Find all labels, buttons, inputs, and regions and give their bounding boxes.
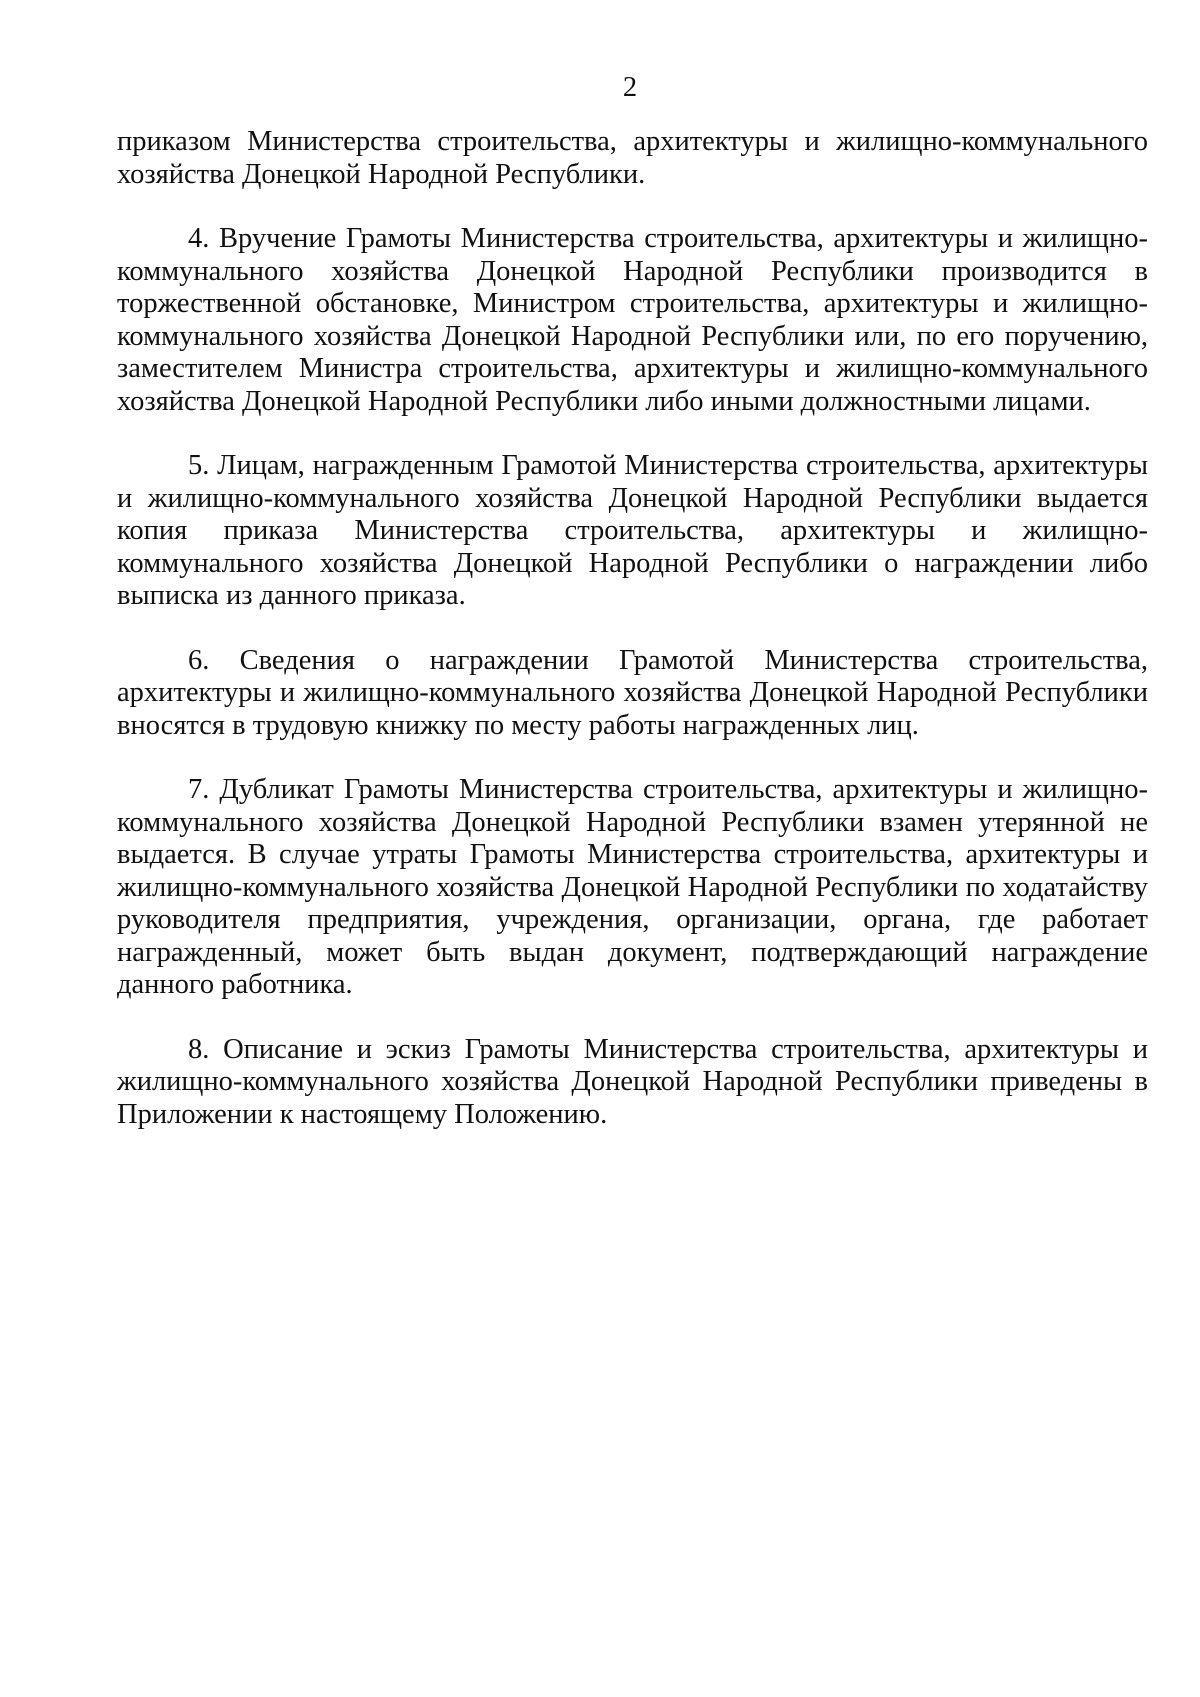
- paragraph-item-4: 4. Вручение Грамоты Министерства строительства, архитектуры и жилищно-коммунального хозяйства Донецкой Народной Республики производится в торжественной обстановке, Министром строительства, архитектуры и жилищно-коммунального хозяйства Донецкой Народной Республики или, по его поручению, заместителем Министра строительства, архитектуры и жилищно-коммунального хозяйства Донецкой Народной Республики либо иными должностными лицами.: [117, 223, 1148, 417]
- document-body: [117, 126, 1148, 1131]
- paragraph-item-6: 6. Сведения о награждении Грамотой Министерства строительства, архитектуры и жилищно-коммунального хозяйства Донецкой Народной Республики вносятся в трудовую книжку по месту работы награжденных лиц.: [117, 644, 1148, 741]
- paragraph-item-8: 8. Описание и эскиз Грамоты Министерства строительства, архитектуры и жилищно-коммунального хозяйства Донецкой Народной Республики приведены в Приложении к настоящему Положению.: [117, 1033, 1148, 1130]
- paragraph-item-5: 5. Лицам, награжденным Грамотой Министерства строительства, архитектуры и жилищно-коммунального хозяйства Донецкой Народной Республики выдается копия приказа Министерства строительства, архитектуры и жилищно-коммунального хозяйства Донецкой Народной Республики о награждении либо выписка из данного приказа.: [117, 450, 1148, 611]
- paragraph-continuation: приказом Министерства строительства, архитектуры и жилищно-коммунального хозяйства Донецкой Народной Республики.: [117, 126, 1148, 190]
- page-number: 2: [622, 72, 638, 103]
- paragraph-item-7: 7. Дубликат Грамоты Министерства строительства, архитектуры и жилищно-коммунального хозяйства Донецкой Народной Республики взамен утерянной не выдается. В случае утраты Грамоты Министерства строительства, архитектуры и жилищно-коммунального хозяйства Донецкой Народной Республики по ходатайству руководителя предприятия, учреждения, организации, органа, где работает награжденный, может быть выдан документ, подтверждающий награждение данного работника.: [117, 774, 1148, 1000]
